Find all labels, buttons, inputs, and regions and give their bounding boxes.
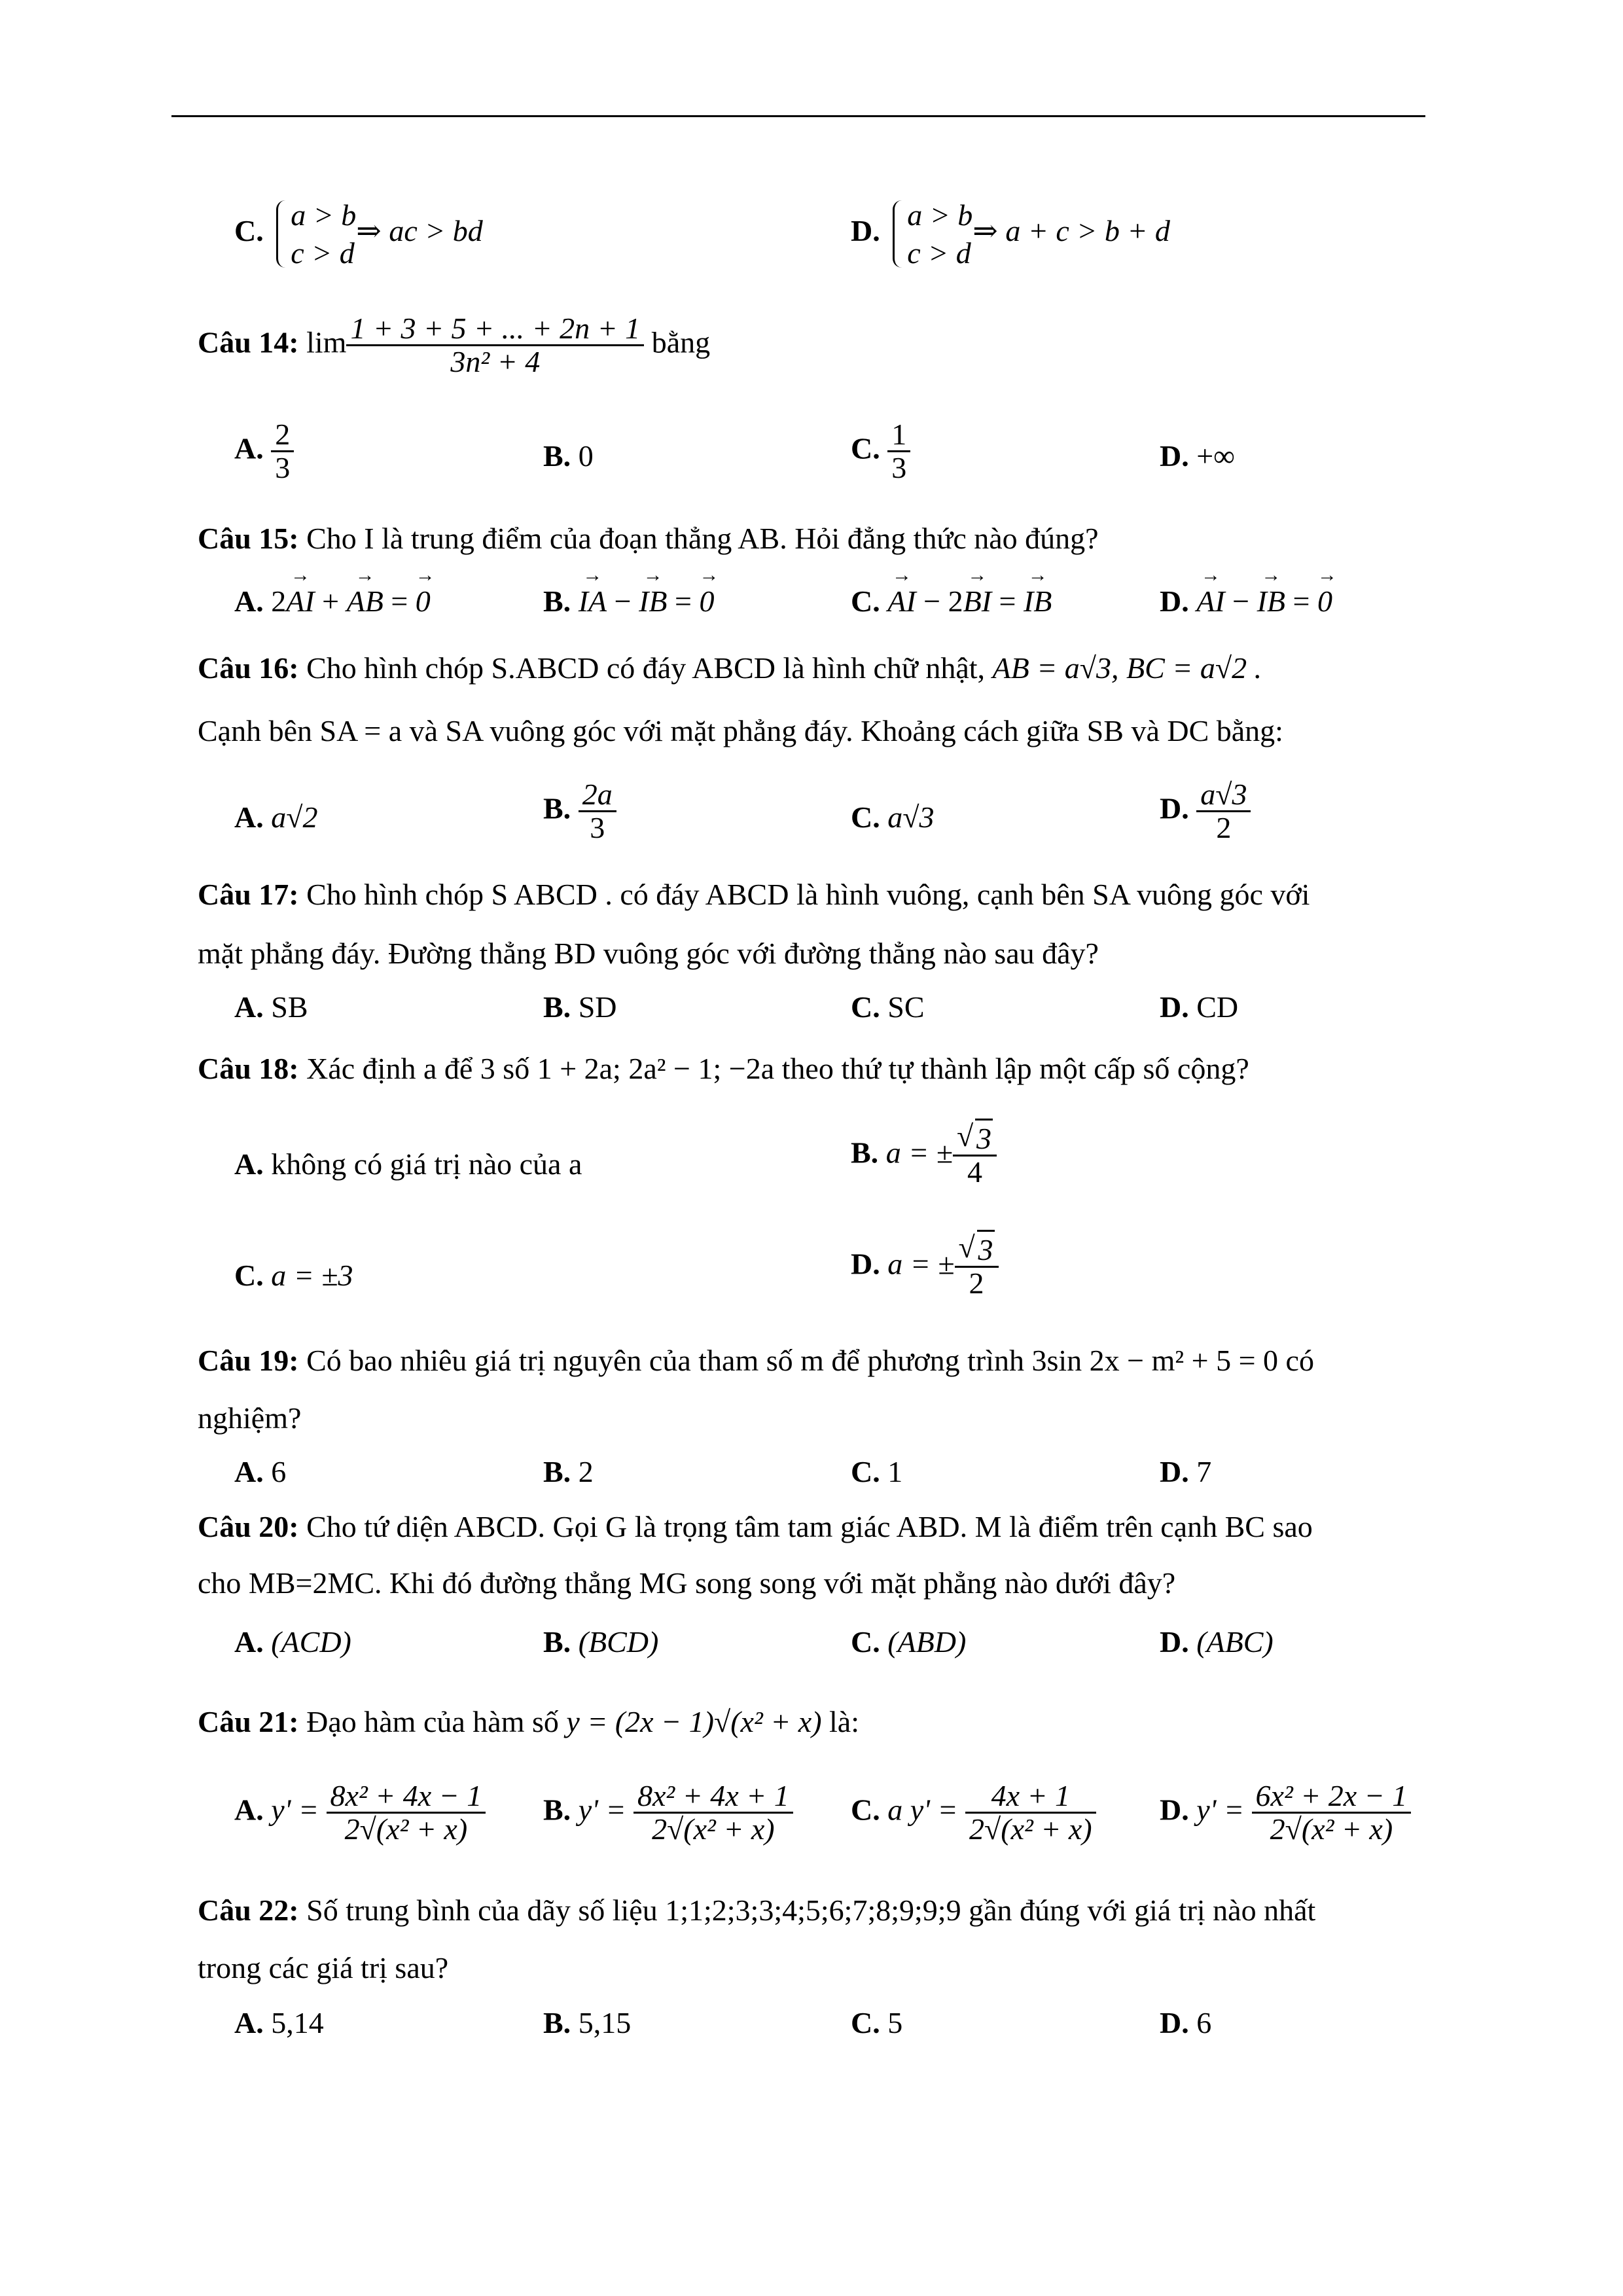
q15-option-d[interactable]: D. AI → − IB → = 0 →: [1160, 586, 1332, 617]
q21-option-b[interactable]: B. y' = $\frac{\text{8x² + 4x + 1}}{\text{2√(x² + x)}}$: [543, 1780, 793, 1846]
q19-option-b[interactable]: B. 2: [543, 1455, 594, 1488]
q19-option-a[interactable]: A. 6: [234, 1455, 287, 1488]
q14-option-b[interactable]: B. 0: [543, 439, 594, 473]
q16-option-b[interactable]: B. $\frac{2a}{3}$: [543, 779, 616, 844]
q13-c-system: a > b c > d: [271, 196, 356, 272]
q20-option-b[interactable]: B. (BCD): [543, 1625, 659, 1659]
q20-stem-line1: Câu 20: Cho tứ diện ABCD. Gọi G là trọng tâm tam giác ABD. M là điểm trên cạnh BC sao: [198, 1510, 1313, 1543]
q20-option-d[interactable]: D. (ABC): [1160, 1625, 1274, 1659]
q17-option-d[interactable]: D. CD: [1160, 990, 1239, 1024]
q20-stem-line2: cho MB=2MC. Khi đó đường thẳng MG song song với mặt phẳng nào dưới đây?: [198, 1566, 1176, 1600]
q21-option-d[interactable]: D. y' = $\frac{\text{6x² + 2x − 1}}{\text{2√(x² + x)}}$: [1160, 1780, 1411, 1846]
q19-stem-line2: nghiệm?: [198, 1401, 302, 1435]
q14-fraction: $\frac{1 + 3 + 5 + ... + 2n + 1}{\text{3n² + 4}}$: [346, 313, 644, 378]
q15-option-b[interactable]: B. IA → − IB → = 0 →: [543, 586, 714, 617]
q16-option-a[interactable]: A. a√2: [234, 800, 318, 834]
q16-stem-line2: Cạnh bên SA = a và SA vuông góc với mặt phẳng đáy. Khoảng cách giữa SB và DC bằng:: [198, 714, 1283, 747]
q22-stem-line1: Câu 22: Số trung bình của dãy số liệu 1;1;2;3;3;4;5;6;7;8;9;9;9 gần đúng với giá trị nào nhất: [198, 1893, 1316, 1927]
q21-stem: Câu 21: Đạo hàm của hàm số y = (2x − 1)√(x² + x) là:: [198, 1705, 859, 1738]
q16-option-c[interactable]: C. a√3: [851, 800, 935, 834]
q22-option-d[interactable]: D. 6: [1160, 2006, 1212, 2039]
header-rule: [171, 115, 1425, 117]
q22-option-b[interactable]: B. 5,15: [543, 2006, 632, 2039]
q22-option-a[interactable]: A. 5,14: [234, 2006, 324, 2039]
q16-stem-line1: Câu 16: Cho hình chóp S.ABCD có đáy ABCD là hình chữ nhật, AB = a√3, BC = a√2 .: [198, 651, 1262, 685]
q14-option-a[interactable]: A. $\frac{2}{3}$: [234, 419, 294, 484]
q14-option-c[interactable]: C. $\frac{1}{3}$: [851, 419, 910, 484]
q13-d-system: a > b c > d: [887, 196, 972, 272]
q17-option-a[interactable]: A. SB: [234, 990, 308, 1024]
q18-option-c[interactable]: C. a = ±3: [234, 1259, 353, 1292]
q22-stem-line2: trong các giá trị sau?: [198, 1951, 449, 1984]
q13-option-c[interactable]: C. a > b c > d ⇒ ac > bd: [234, 196, 483, 272]
q17-stem-line1: Câu 17: Cho hình chóp S ABCD . có đáy ABCD là hình vuông, cạnh bên SA vuông góc với: [198, 878, 1310, 911]
q19-option-d[interactable]: D. 7: [1160, 1455, 1212, 1488]
q22-option-c[interactable]: C. 5: [851, 2006, 903, 2039]
q19-option-c[interactable]: C. 1: [851, 1455, 903, 1488]
q18-stem: Câu 18: Xác định a để 3 số 1 + 2a; 2a² − 1; −2a theo thứ tự thành lập một cấp số cộng?: [198, 1052, 1249, 1085]
q17-option-b[interactable]: B. SD: [543, 990, 617, 1024]
q18-option-b[interactable]: B. a = ± √ $\frac{3}{4}$: [851, 1123, 997, 1189]
q15-stem: Câu 15: Cho I là trung điểm của đoạn thẳng AB. Hỏi đẳng thức nào đúng?: [198, 522, 1099, 555]
q21-option-a[interactable]: A. y' = $\frac{\text{8x² + 4x − 1}}{\text{2√(x² + x)}}$: [234, 1780, 486, 1846]
q19-stem-line1: Câu 19: Có bao nhiêu giá trị nguyên của tham số m để phương trình 3sin 2x − m² + 5 = 0 có: [198, 1344, 1314, 1377]
q13-option-d[interactable]: D. a > b c > d ⇒ a + c > b + d: [851, 196, 1170, 272]
q18-option-a[interactable]: A. không có giá trị nào của a: [234, 1147, 582, 1181]
q15-option-a[interactable]: A. 2AI → + AB → = 0 →: [234, 586, 431, 617]
q17-stem-line2: mặt phẳng đáy. Đường thẳng BD vuông góc với đường thẳng nào sau đây?: [198, 937, 1099, 970]
q14-stem: Câu 14: lim $\frac{1 + 3 + 5 + ... + 2n + 1}{\text{3n² + 4}}$ bằng: [198, 312, 711, 379]
q20-option-a[interactable]: A. (ACD): [234, 1625, 351, 1659]
q20-option-c[interactable]: C. (ABD): [851, 1625, 967, 1659]
q18-option-d[interactable]: D. a = ± √ $\frac{3}{2}$: [851, 1234, 999, 1300]
q14-option-d[interactable]: D. +∞: [1160, 439, 1235, 473]
q16-option-d[interactable]: D. $\frac{a√3}{2}$: [1160, 779, 1251, 844]
q17-option-c[interactable]: C. SC: [851, 990, 925, 1024]
q21-option-c[interactable]: C. a y' = $\frac{4x + 1}{\text{2√(x² + x)}}$: [851, 1780, 1096, 1846]
q15-option-c[interactable]: C. AI → − 2BI → = IB →: [851, 586, 1052, 617]
